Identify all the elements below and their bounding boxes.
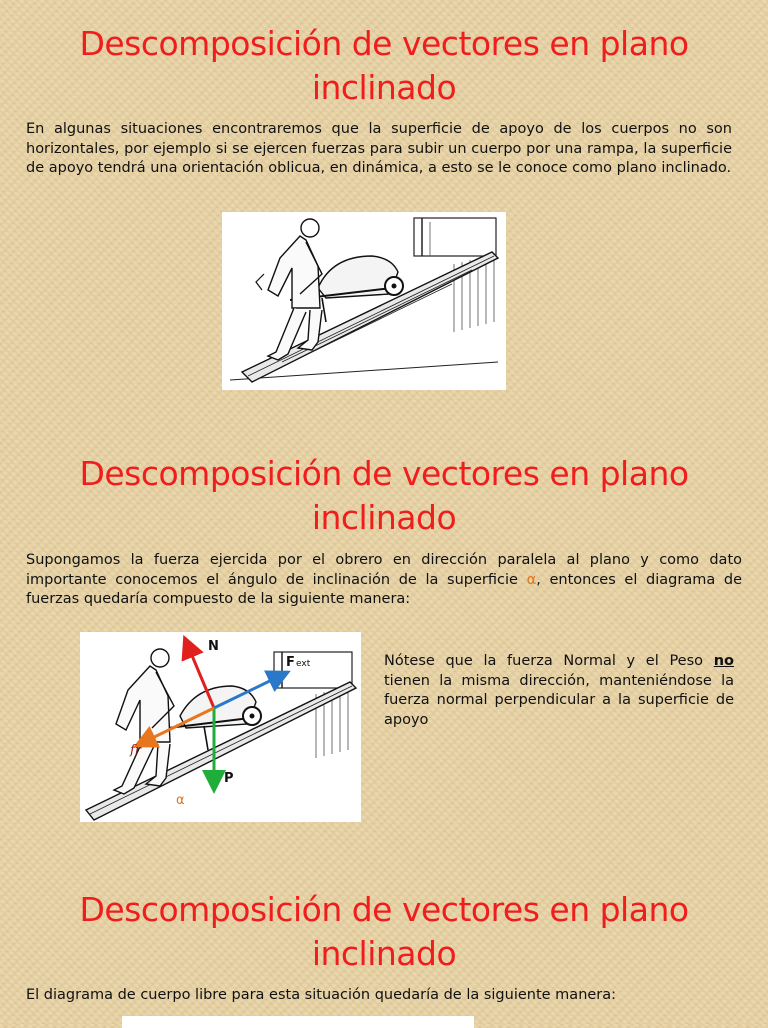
slide-3-title-line-1: Descomposición de vectores en plano bbox=[79, 890, 689, 929]
slide-1-title bbox=[0, 22, 768, 110]
label-friction: fr bbox=[130, 743, 142, 758]
slide-3-paragraph: El diagrama de cuerpo libre para esta situación quedaría de la siguiente manera: bbox=[26, 987, 617, 1003]
note-emphasis: no bbox=[713, 653, 734, 669]
label-angle: α bbox=[176, 793, 185, 808]
slide-2-title-line-2: inclinado bbox=[311, 498, 457, 537]
free-body-diagram-image bbox=[122, 1016, 474, 1028]
slide-1-paragraph: En algunas situaciones encontraremos que la superficie de apoyo de los cuerpos no son horizontales, por ejemplo si se ejercen fuerzas para subir un cuerpo por una rampa, la superficie de apoyo tendrá una orientación oblicua, en dinámica, a esto se le conoce como plano inclinado. bbox=[26, 121, 732, 176]
label-normal: N bbox=[208, 639, 219, 654]
worker-wheelbarrow-image bbox=[222, 212, 506, 390]
slide-2-paragraph bbox=[26, 551, 742, 610]
note-suffix: tienen la misma dirección, manteniéndose la fuerza normal perpendicular a la superficie de apoyo bbox=[384, 672, 734, 728]
label-external: F bbox=[286, 655, 295, 670]
slide-2-title bbox=[0, 452, 768, 540]
worker-ramp-illustration bbox=[222, 212, 506, 390]
label-external-sub: ext bbox=[296, 659, 311, 669]
alpha-symbol: α bbox=[526, 571, 537, 588]
slide-1-title-line-2: inclinado bbox=[311, 68, 457, 107]
slide-3-title bbox=[0, 888, 768, 976]
force-diagram-image bbox=[80, 632, 361, 822]
note-prefix: Nótese que la fuerza Normal y el Peso bbox=[384, 653, 714, 669]
slide-2-paragraph-end: , entonces el diagrama de fuerzas quedaría compuesto de la siguiente manera: bbox=[26, 571, 742, 607]
slide-1-title-line-1: Descomposición de vectores en plano bbox=[79, 24, 689, 63]
slide-2-paragraph-main: Supongamos la fuerza ejercida por el obrero en dirección paralela al plano y como dato importante conocemos el ángulo de inclinación de la superficie bbox=[26, 552, 742, 588]
slide-3-title-line-2: inclinado bbox=[311, 934, 457, 973]
label-weight: P bbox=[224, 771, 234, 786]
slide-2-title-line-1: Descomposición de vectores en plano bbox=[79, 454, 689, 493]
force-diagram-illustration bbox=[80, 632, 361, 822]
slide-2-note bbox=[384, 652, 734, 730]
